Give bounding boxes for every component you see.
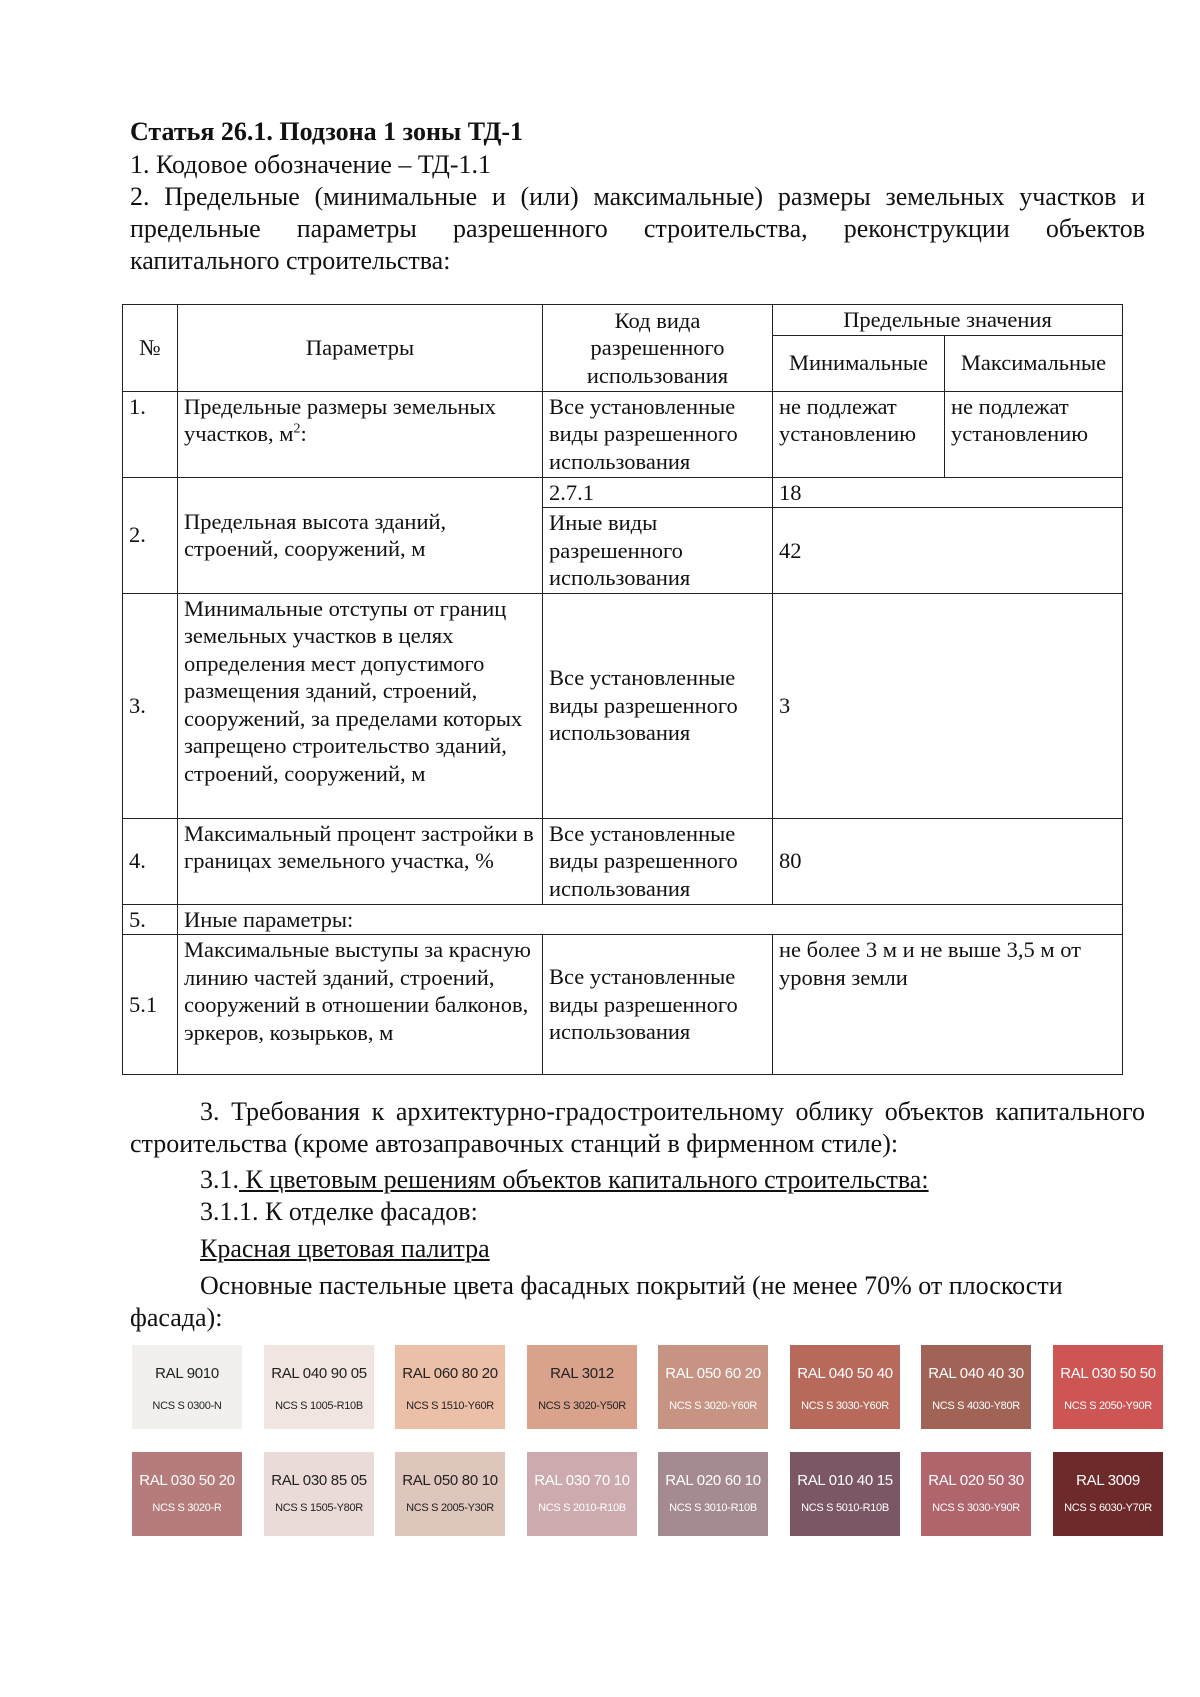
- row-param: Минимальные отступы от границ земельных участков в целях определения мест допустимого размещения зданий, строений, сооружений, за пределами которых запрещено строительство зданий, строений, сооружений, м: [178, 593, 543, 818]
- swatch-ncs-code: NCS S 6030-Y70R: [1064, 1502, 1152, 1514]
- color-swatch: [395, 1452, 505, 1536]
- row-code: 2.7.1: [543, 477, 773, 508]
- row-value: 3: [773, 593, 1123, 818]
- parameters-table: [122, 304, 1123, 1075]
- color-swatch: [790, 1345, 900, 1429]
- table-row: [123, 391, 1123, 477]
- swatch-ral-code: RAL 9010: [155, 1365, 219, 1382]
- swatch-ncs-code: NCS S 2010-R10B: [538, 1502, 626, 1514]
- table-row: [123, 935, 1123, 1075]
- row-value: 42: [773, 508, 1123, 594]
- swatch-ral-code: RAL 010 40 15: [797, 1472, 893, 1489]
- color-swatch: [395, 1345, 505, 1429]
- swatch-ral-code: RAL 020 60 10: [665, 1472, 761, 1489]
- swatch-ncs-code: NCS S 3030-Y60R: [801, 1400, 889, 1412]
- header-params: Параметры: [178, 305, 543, 392]
- row-num: 2.: [123, 477, 178, 593]
- swatch-ncs-code: NCS S 5010-R10B: [801, 1502, 889, 1514]
- swatch-ral-code: RAL 050 80 10: [402, 1472, 498, 1489]
- color-swatch: [790, 1452, 900, 1536]
- row-num: 5.: [123, 904, 178, 935]
- row-value: не более 3 м и не выше 3,5 м от уровня земли: [773, 935, 1123, 1075]
- row-value: 80: [773, 818, 1123, 904]
- swatch-ral-code: RAL 3012: [550, 1365, 614, 1382]
- row-code: Все установленные виды разрешенного использования: [543, 935, 773, 1075]
- color-swatch: [132, 1452, 242, 1536]
- header-num: №: [123, 305, 178, 392]
- color-swatch: [527, 1452, 637, 1536]
- swatch-ral-code: RAL 020 50 30: [928, 1472, 1024, 1489]
- row-num: 3.: [123, 593, 178, 818]
- row-num: 4.: [123, 818, 178, 904]
- article-title: Статья 26.1. Подзона 1 зоны ТД-1: [130, 117, 523, 146]
- subsection-3-1-title: К цветовым решениям объектов капитального строительства:: [239, 1165, 929, 1194]
- color-swatch: [1053, 1452, 1163, 1536]
- row-param: Предельная высота зданий, строений, сооружений, м: [178, 477, 543, 593]
- color-swatch: [527, 1345, 637, 1429]
- table-row: [123, 593, 1123, 818]
- header-code: Код вида разрешенного использования: [543, 305, 773, 392]
- swatch-ral-code: RAL 030 70 10: [534, 1472, 630, 1489]
- table-row: [123, 818, 1123, 904]
- color-swatch: [921, 1345, 1031, 1429]
- table-row: [123, 904, 1123, 935]
- color-swatch: [132, 1345, 242, 1429]
- row-min: не подлежат установлению: [773, 391, 945, 477]
- swatch-ncs-code: NCS S 1510-Y60R: [406, 1400, 494, 1412]
- subsection-3-1-1: 3.1.1. К отделке фасадов:: [200, 1197, 478, 1226]
- color-swatch: [264, 1345, 374, 1429]
- swatch-ral-code: RAL 030 85 05: [271, 1472, 367, 1489]
- swatch-ral-code: RAL 040 90 05: [271, 1365, 367, 1382]
- header-max: Максимальные: [945, 335, 1123, 391]
- row-num: 5.1: [123, 935, 178, 1075]
- row-max: не подлежат установлению: [945, 391, 1123, 477]
- swatch-ral-code: RAL 040 50 40: [797, 1365, 893, 1382]
- subsection-3-1: 3.1. К цветовым решениям объектов капитального строительства:: [200, 1165, 929, 1194]
- swatch-ncs-code: NCS S 3030-Y90R: [932, 1502, 1020, 1514]
- row-code: Иные виды разрешенного использования: [543, 508, 773, 594]
- color-swatch: [264, 1452, 374, 1536]
- swatch-ncs-code: NCS S 1005-R10B: [275, 1400, 363, 1412]
- code-designation: 1. Кодовое обозначение – ТД-1.1: [130, 150, 492, 179]
- header-limits: Предельные значения: [773, 305, 1123, 336]
- swatch-ral-code: RAL 050 60 20: [665, 1365, 761, 1382]
- row-code: Все установленные виды разрешенного использования: [543, 593, 773, 818]
- swatch-ral-code: RAL 3009: [1076, 1472, 1140, 1489]
- paragraph-3: 3. Требования к архитектурно-градостроительному облику объектов капитального строительства (кроме автозаправочных станций в фирменном стиле):: [130, 1097, 1145, 1158]
- row-value: 18: [773, 477, 1123, 508]
- swatch-ncs-code: NCS S 2005-Y30R: [406, 1502, 494, 1514]
- swatch-ncs-code: NCS S 3010-R10B: [669, 1502, 757, 1514]
- red-palette-heading: Красная цветовая палитра: [200, 1234, 490, 1263]
- color-swatch: [921, 1452, 1031, 1536]
- swatch-ncs-code: NCS S 3020-Y50R: [538, 1400, 626, 1412]
- swatch-ncs-code: NCS S 4030-Y80R: [932, 1400, 1020, 1412]
- row-num: 1.: [123, 391, 178, 477]
- swatch-ral-code: RAL 030 50 50: [1060, 1365, 1156, 1382]
- swatch-ral-code: RAL 060 80 20: [402, 1365, 498, 1382]
- color-swatch: [1053, 1345, 1163, 1429]
- row-code: Все установленные виды разрешенного использования: [543, 391, 773, 477]
- paragraph-2: 2. Предельные (минимальные и (или) максимальные) размеры земельных участков и предельные параметры разрешенного строительства, реконструкции объектов капитального строительства:: [130, 182, 1145, 275]
- swatch-ncs-code: NCS S 3020-R: [152, 1502, 222, 1514]
- swatch-ral-code: RAL 040 40 30: [928, 1365, 1024, 1382]
- header-min: Минимальные: [773, 335, 945, 391]
- swatch-ncs-code: NCS S 1505-Y80R: [275, 1502, 363, 1514]
- row-param: Предельные размеры земельных участков, $м^2$:: [178, 391, 543, 477]
- row-param: Иные параметры:: [178, 904, 1123, 935]
- row-param: Максимальный процент застройки в границах земельного участка, %: [178, 818, 543, 904]
- color-swatch: [658, 1345, 768, 1429]
- swatch-ral-code: RAL 030 50 20: [139, 1472, 235, 1489]
- main-colors-text: Основные пастельные цвета фасадных покрытий (не менее 70% от плоскости фасада):: [130, 1271, 1063, 1332]
- row-param: Максимальные выступы за красную линию частей зданий, строений, сооружений в отношении балконов, эркеров, козырьков, м: [178, 935, 543, 1075]
- swatch-ncs-code: NCS S 2050-Y90R: [1064, 1400, 1152, 1412]
- table-row: [123, 477, 1123, 508]
- swatch-ncs-code: NCS S 3020-Y60R: [669, 1400, 757, 1412]
- swatch-ncs-code: NCS S 0300-N: [152, 1400, 222, 1412]
- color-swatch: [658, 1452, 768, 1536]
- row-code: Все установленные виды разрешенного использования: [543, 818, 773, 904]
